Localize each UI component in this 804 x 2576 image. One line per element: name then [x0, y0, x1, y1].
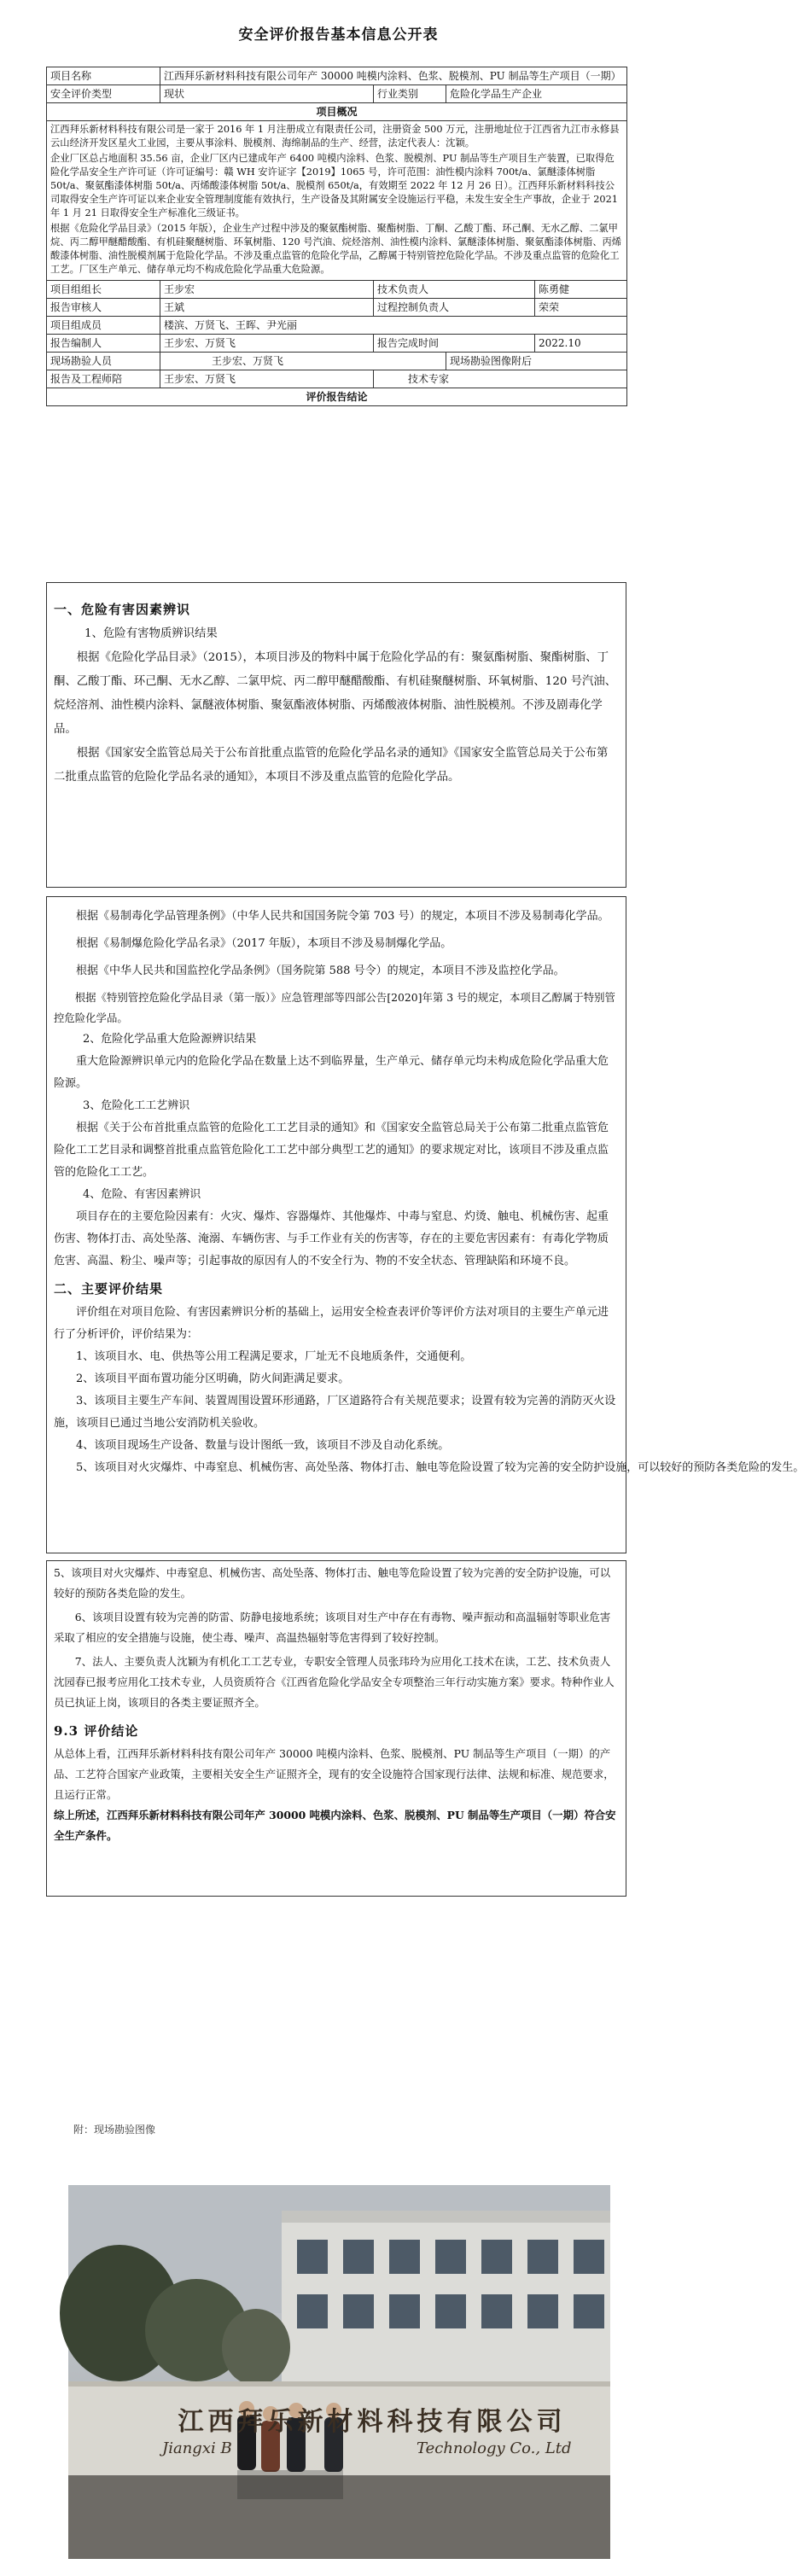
reviewer-label: 报告审核人: [47, 299, 160, 317]
paragraph-monitored-chemicals: 根据《中华人民共和国监控化学品条例》（国务院第 588 号令）的规定，本项目不涉及监控化学品。: [76, 965, 565, 977]
members-label: 项目组成员: [47, 317, 160, 335]
photo-link-label: 现场勘验图像附后: [446, 353, 627, 370]
members-value: 楼滨、万贤飞、王晖、尹光丽: [160, 317, 627, 335]
table-row: [47, 103, 627, 121]
paragraph-hazardous-process-result: 根据《关于公布首批重点监管的危险化工工艺目录的通知》和《国家安全监管总局关于公布第二批重点监管危险化工工艺目录和调整首批重点监管危险化工工艺中部分典型工艺的通知》的要求规定对比，该项目不涉及重点监管的危险化工工艺。: [54, 1122, 609, 1179]
table-row: [47, 281, 627, 299]
writer-label: 报告编制人: [47, 335, 160, 353]
overview-paragraph-3: 根据《危险化学品目录》（2015 年版），企业生产过程中涉及的聚氨酯树脂、聚酯树脂、丁酮、乙酸丁酯、环己酮、无水乙醇、二氯甲烷、丙二醇甲醚醋酸酯、有机硅聚醚树脂、环氧树脂、120 号汽油、烷烃溶剂、油性模内涂料、氯醚漆体树脂、聚氨酯漆体树脂、丙烯酸漆体树脂、油性脱模剂属于危险化学品。不涉及重点监管的危险化学品，乙醇属于特别管控危险化学品。不涉及重点监管的危险化工工艺。厂区生产单元、储存单元均不构成危险化学品重大危险源。: [50, 223, 622, 275]
eval-type-value: 现状: [160, 85, 374, 103]
paragraph-special-control-chemicals: 根据《特别管控危险化学品目录（第一版）》应急管理部等四部公告[2020]年第 3 号的规定，本项目乙醇属于特别管控危险化学品。: [54, 991, 615, 1024]
attachment-label: 附：现场勘验图像: [73, 2124, 156, 2136]
subheading-major-hazard-source: 2、危险化学品重大危险源辨识结果: [83, 1033, 257, 1046]
section-title-hazard-identification: 一、危险有害因素辨识: [54, 602, 191, 617]
accompany-label: 报告及工程师陪: [47, 370, 160, 388]
overview-text: [47, 121, 627, 281]
industry-value: 危险化学品生产企业: [446, 85, 627, 103]
subheading-hazardous-process: 3、危险化工工艺辨识: [83, 1099, 190, 1112]
paragraph-hazardous-chemicals: 根据《危险化学品目录》（2015），本项目涉及的物料中属于危险化学品的有：聚氨酯树脂、聚酯树脂、丁酮、乙酸丁酯、环己酮、无水乙醇、二氯甲烷、丙二醇甲醚醋酸酯、有机硅聚醚树脂、环氧树脂、120 号汽油、烷烃溶剂、油性模内涂料、氯醚液体树脂、聚氨酯液体树脂、丙烯酸液体树脂、油性脱模剂。不涉及剧毒化学品。: [54, 651, 617, 736]
finish-time-label: 报告完成时间: [374, 335, 535, 353]
company-sign-en-left: Jiangxi B: [162, 2439, 232, 2457]
site-inspection-photo: [68, 2185, 610, 2559]
result-item-5: 5、该项目对火灾爆炸、中毒窒息、机械伤害、高处坠落、物体打击、触电等危险设置了较为完善的安全防护设施，可以较好的预防各类危险的发生。: [54, 1566, 611, 1600]
table-row: [47, 353, 627, 370]
table-row: [47, 388, 627, 406]
table-row: [47, 299, 627, 317]
paragraph-evaluation-method: 评价组在对项目危险、有害因素辨识分析的基础上，运用安全检查表评价等评价方法对项目的主要生产单元进行了分析评价，评价结果为：: [54, 1306, 609, 1341]
paragraph-explosive-precursors: 根据《易制爆危险化学品名录》（2017 年版），本项目不涉及易制爆化学品。: [76, 937, 452, 950]
overview-header: 项目概况: [47, 103, 627, 121]
table-row: [47, 370, 627, 388]
paragraph-major-hazard-result: 重大危险源辨识单元内的危险化学品在数量上达不到临界量，生产单元、储存单元均未构成危险化学品重大危险源。: [54, 1055, 609, 1090]
conclusion-final: 综上所述，江西拜乐新材料科技有限公司年产 30000 吨模内涂料、色浆、脱模剂、PU 制品等生产项目（一期）符合安全生产条件。: [54, 1809, 616, 1842]
section-title-main-results: 二、主要评价结果: [54, 1281, 164, 1297]
industry-label: 行业类别: [374, 85, 446, 103]
tech-lead-value: 陈勇健: [535, 281, 627, 299]
section-title-conclusion: 9.3 评价结论: [54, 1723, 139, 1739]
leader-value: 王步宏: [160, 281, 374, 299]
result-item-6: 6、该项目设置有较为完善的防雷、防静电接地系统；该项目对生产中存在有毒物、噪声振动和高温辐射等职业危害采取了相应的安全措施与设施，使尘毒、噪声、高温热辐射等危害得到了较好控制。: [54, 1611, 611, 1644]
basic-info-table: [46, 67, 627, 406]
finish-time-value: 2022.10: [535, 335, 627, 353]
process-lead-label: 过程控制负责人: [374, 299, 535, 317]
paragraph-hazard-factors: 项目存在的主要危险因素有：火灾、爆炸、容器爆炸、其他爆炸、中毒与窒息、灼烫、触电、机械伤害、起重伤害、物体打击、高处坠落、淹溺、车辆伤害、与手工作业有关的伤害等，存在的主要危害因素有：有毒化学物质危害、高温、粉尘、噪声等；引起事故的原因有人的不安全行为、物的不安全状态、管理缺陷和环境不良。: [54, 1210, 609, 1268]
subheading-hazard-factors: 4、危险、有害因素辨识: [83, 1188, 201, 1201]
conclusion-paragraph: 从总体上看，江西拜乐新材料科技有限公司年产 30000 吨模内涂料、色浆、脱模剂、PU 制品等生产项目（一期）的产品、工艺符合国家产业政策，主要相关安全生产证照齐全，现有的安全设施符合国家现行法律、法规和标准、规范要求，且运行正常。: [54, 1747, 615, 1801]
table-row: [47, 85, 627, 103]
paragraph-key-supervised-chemicals: 根据《国家安全监管总局关于公布首批重点监管的危险化学品名录的通知》《国家安全监管总局关于公布第二批重点监管的危险化学品名录的通知》，本项目不涉及重点监管的危险化学品。: [54, 747, 609, 784]
table-row: [47, 67, 627, 85]
leader-label: 项目组组长: [47, 281, 160, 299]
report-frame-2: [46, 896, 804, 1553]
paragraph-precursor-chemicals: 根据《易制毒化学品管理条例》（中华人民共和国国务院令第 703 号）的规定，本项目不涉及易制毒化学品。: [76, 910, 609, 923]
site-photo-scene: [68, 2185, 610, 2559]
result-item-7: 7、法人、主要负责人沈颖为有机化工工艺专业，专职安全管理人员张玮玲为应用化工技术在读，工艺、技术负责人沈园春已报考应用化工技术专业，人员资质符合《江西省危险化学品安全专项整治三年行动实施方案》要求。特种作业人员已执证上岗，该项目的各类主要证照齐全。: [54, 1655, 615, 1709]
result-item-5-start: 5、该项目对火灾爆炸、中毒窒息、机械伤害、高处坠落、物体打击、触电等危险设置了较为完善的安全防护设施，可以较好的预防各类危险的发生。: [76, 1461, 804, 1474]
tech-lead-label: 技术负责人: [374, 281, 535, 299]
eval-type-label: 安全评价类型: [47, 85, 160, 103]
result-item-2: 2、该项目平面布置功能分区明确，防火间距满足要求。: [76, 1373, 350, 1385]
page-title: 安全评价报告基本信息公开表: [238, 26, 439, 44]
conclusion-header: 评价报告结论: [47, 388, 627, 406]
table-row: [47, 317, 627, 335]
project-name-value: 江西拜乐新材料科技有限公司年产 30000 吨模内涂料、色浆、脱模剂、PU 制品等生产项目（一期）: [160, 67, 627, 85]
tech-expert-label: 技术专家: [374, 370, 627, 388]
company-sign-cn: 江西拜乐新材料科技有限公司: [178, 2407, 567, 2437]
overview-paragraph-1: 江西拜乐新材料科技有限公司是一家于 2016 年 1 月注册成立有限责任公司，注册资金 500 万元，注册地址位于江西省九江市永修县云山经济开发区星火工业园，主要从事涂料、脱模剂、海绵制品的生产、经营，法定代表人：沈颖。: [50, 124, 620, 149]
result-item-4: 4、该项目现场生产设备、数量与设计图纸一致，该项目不涉及自动化系统。: [76, 1439, 450, 1452]
result-item-3: 3、该项目主要生产车间、装置周围设置环形通路，厂区道路符合有关规范要求；设置有较为完善的消防灭火设施，该项目已通过当地公安消防机关验收。: [54, 1395, 616, 1430]
table-row: [47, 335, 627, 353]
accompany-value: 王步宏、万贤飞: [160, 370, 374, 388]
company-sign-en-right: Technology Co., Ltd: [417, 2439, 572, 2457]
report-frame-1: [46, 582, 626, 888]
site-staff-label: 现场勘验人员: [47, 353, 160, 370]
writer-value: 王步宏、万贤飞: [160, 335, 374, 353]
report-frame-3: [46, 1560, 626, 1897]
site-staff-value: 王步宏、万贤飞: [160, 353, 446, 370]
table-row: [47, 121, 627, 281]
process-lead-value: 荣荣: [535, 299, 627, 317]
overview-paragraph-2: 企业厂区总占地面积 35.56 亩，企业厂区内已建成年产 6400 吨模内涂料、色浆、脱模剂、PU 制品等生产项目生产装置，已取得危险化学品安全生产许可证（许可证编号：赣 WH 安许证字【2019】1065 号，许可范围：油性模内涂料 700t/a、氯醚漆体树脂 50t/a、聚氨酯漆体树脂 50t/a、丙烯酸漆体树脂 50t/a、脱模剂 650t/a，有效期至 2022 年 12 月 26 日）。江西拜乐新材料科技公司取得安全生产许可证以来企业安全管理制度能有效执行，生产设备及其附属安全设施运行平稳，未发生安全生产事故，企业于 2021 年 1 月 21 日取得安全生产标准化三级证书。: [50, 153, 618, 219]
subheading-hazardous-substances: 1、危险有害物质辨识结果: [84, 627, 218, 640]
result-item-1: 1、该项目水、电、供热等公用工程满足要求，厂址无不良地质条件，交通便利。: [76, 1350, 472, 1363]
reviewer-value: 王斌: [160, 299, 374, 317]
project-name-label: 项目名称: [47, 67, 160, 85]
